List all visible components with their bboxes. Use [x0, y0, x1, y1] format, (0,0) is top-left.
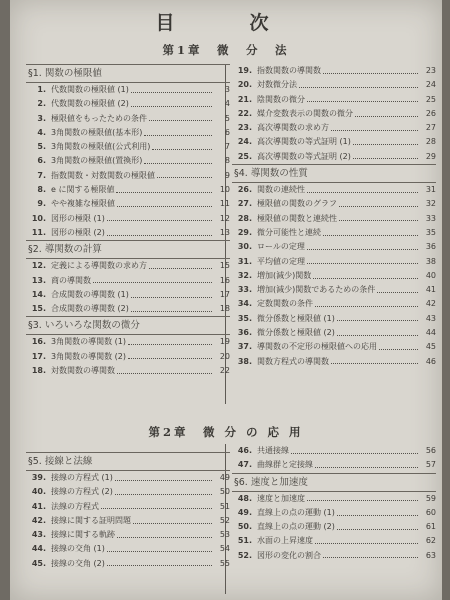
dot-leader	[144, 163, 212, 164]
dot-leader	[291, 453, 418, 454]
dot-leader	[107, 565, 212, 566]
entry-page-number: 60	[425, 507, 436, 517]
dot-leader	[131, 297, 212, 298]
entry-title: 対数微分法	[257, 80, 297, 90]
entry-page-number: 8	[224, 156, 230, 166]
entry-page-number: 49	[219, 473, 230, 482]
book-page	[10, 0, 442, 600]
entry-page-number: 12	[219, 213, 230, 223]
entry-number: 1.	[37, 85, 46, 94]
entry-title: 直線上の点の運動 (2)	[257, 522, 335, 532]
entry-number: 14.	[31, 289, 46, 299]
entry-page-number: 5	[224, 113, 230, 123]
toc-entry	[26, 259, 230, 273]
entry-number: 9.	[37, 199, 46, 209]
entry-number: 28.	[237, 213, 252, 223]
dot-leader	[133, 523, 212, 524]
entry-number: 37.	[237, 342, 252, 352]
toc-entry	[232, 64, 436, 78]
dot-leader	[116, 192, 212, 193]
entry-page-number: 56	[425, 446, 436, 455]
dot-leader	[353, 158, 418, 159]
toc-entry	[232, 226, 436, 240]
entry-title: 高次導関数の等式証明 (1)	[257, 137, 351, 147]
entry-page-number: 59	[425, 493, 436, 503]
entry-page-number: 32	[425, 199, 436, 209]
dot-leader	[128, 358, 212, 359]
dot-leader	[323, 73, 418, 74]
entry-page-number: 54	[219, 544, 230, 554]
entry-number: 31.	[237, 256, 252, 266]
entry-page-number: 3	[224, 85, 230, 94]
entry-page-number: 24	[425, 80, 436, 90]
dot-leader	[107, 235, 212, 236]
entry-title: 極限値の関数のグラフ	[257, 199, 337, 209]
chapter-1-heading: 第1章 微 分 法	[162, 43, 290, 57]
entry-title: 微分可能性と連続	[257, 227, 321, 237]
dot-leader	[115, 480, 212, 481]
toc-entry	[232, 520, 436, 534]
entry-page-number: 11	[219, 199, 230, 209]
dot-leader	[149, 120, 212, 121]
entry-title: 図形の極限 (2)	[51, 227, 105, 237]
dot-leader	[157, 177, 212, 178]
dot-leader	[315, 306, 418, 307]
entry-page-number: 33	[425, 213, 436, 223]
entry-title: 共通接線	[257, 446, 289, 455]
entry-number: 25.	[237, 151, 252, 161]
entry-title: 対数関数の導関数	[51, 366, 115, 376]
toc-entry	[232, 326, 436, 340]
toc-entry	[26, 183, 230, 197]
dot-leader	[331, 130, 418, 131]
entry-number: 15.	[31, 304, 46, 314]
entry-number: 12.	[31, 261, 46, 271]
dot-leader	[149, 268, 212, 269]
dot-leader	[115, 494, 212, 495]
entry-number: 43.	[31, 530, 46, 540]
entry-page-number: 17	[219, 289, 230, 299]
entry-title: 3角関数の極限値(公式利用)	[51, 142, 151, 152]
dot-leader	[117, 537, 212, 538]
dot-leader	[353, 144, 418, 145]
entry-page-number: 29	[425, 151, 436, 161]
entry-title: 3角関数の導関数 (2)	[51, 351, 126, 361]
entry-title: 接線の交角 (1)	[51, 544, 105, 554]
entry-page-number: 53	[219, 530, 230, 540]
dot-leader	[107, 551, 212, 552]
entry-page-number: 15	[219, 261, 230, 271]
dot-leader	[101, 508, 212, 509]
section-heading: §6. 速度と加速度	[232, 473, 436, 492]
entry-number: 42.	[31, 515, 46, 525]
entry-title: 代数関数の極限値 (2)	[51, 99, 129, 109]
section-heading: §5. 接線と法線	[26, 452, 230, 471]
entry-title: 合成関数の導関数 (2)	[51, 304, 129, 314]
entry-page-number: 7	[224, 142, 230, 152]
ch2-left-column	[26, 452, 230, 571]
entry-number: 52.	[237, 550, 252, 560]
entry-page-number: 57	[425, 460, 436, 470]
dot-leader	[379, 349, 418, 350]
dot-leader	[152, 149, 212, 150]
toc-entry	[26, 335, 230, 349]
entry-page-number: 9	[224, 170, 230, 180]
entry-page-number: 61	[425, 522, 436, 532]
dot-leader	[339, 220, 418, 221]
toc-entry	[26, 302, 230, 316]
toc-entry	[26, 83, 230, 97]
entry-page-number: 13	[219, 227, 230, 237]
toc-entry	[26, 112, 230, 126]
entry-title: 代数関数の極限値 (1)	[51, 85, 129, 94]
entry-number: 24.	[237, 137, 252, 147]
entry-title: 3角関数の導関数 (1)	[51, 337, 126, 347]
entry-title: 直線上の点の運動 (1)	[257, 507, 335, 517]
entry-number: 21.	[237, 94, 252, 104]
dot-leader	[339, 206, 418, 207]
toc-entry	[26, 126, 230, 140]
entry-number: 7.	[37, 170, 46, 180]
dot-leader	[337, 335, 418, 336]
entry-title: 商の導関数	[51, 275, 91, 285]
toc-entry	[232, 492, 436, 506]
entry-page-number: 44	[425, 328, 436, 338]
toc-entry	[26, 471, 230, 485]
toc-entry	[232, 197, 436, 211]
entry-title: 極限値の関数と連続性	[257, 213, 337, 223]
entry-title: 3角関数の極限値(置換形)	[51, 156, 143, 166]
entry-page-number: 16	[219, 275, 230, 285]
entry-page-number: 25	[425, 94, 436, 104]
chapter-2-heading: 第2章 微 分 の 応 用	[148, 425, 304, 439]
entry-page-number: 36	[425, 242, 436, 252]
entry-title: 曲線群と定接線	[257, 460, 313, 470]
entry-title: 導関数の不定形の極限値への応用	[257, 342, 377, 352]
toc-entry	[232, 121, 436, 135]
dot-leader	[144, 135, 212, 136]
toc-entry	[232, 506, 436, 520]
section-heading: §2. 導関数の計算	[26, 240, 230, 259]
entry-number: 23.	[237, 123, 252, 133]
entry-page-number: 6	[224, 127, 230, 137]
entry-number: 49.	[237, 507, 252, 517]
dot-leader	[107, 220, 212, 221]
entry-number: 35.	[237, 313, 252, 323]
dot-leader	[93, 282, 212, 283]
entry-title: 媒介変数表示の関数の微分	[257, 108, 353, 118]
entry-page-number: 50	[219, 487, 230, 497]
toc-entry	[26, 514, 230, 528]
entry-page-number: 46	[425, 356, 436, 366]
dot-leader	[299, 87, 418, 88]
entry-title: 合成関数の導関数 (1)	[51, 289, 129, 299]
dot-leader	[307, 101, 418, 102]
entry-page-number: 63	[425, 550, 436, 560]
entry-page-number: 27	[425, 123, 436, 133]
dot-leader	[131, 106, 212, 107]
entry-number: 11.	[31, 227, 46, 237]
toc-entry	[232, 458, 436, 472]
toc-entry	[26, 169, 230, 183]
entry-title: 図形の変化の割合	[257, 550, 321, 560]
entry-title: ロールの定理	[257, 242, 305, 252]
dot-leader	[307, 192, 418, 193]
dot-leader	[377, 292, 418, 293]
entry-number: 3.	[37, 113, 46, 123]
section-heading: §4. 導関数の性質	[232, 164, 436, 183]
entry-number: 33.	[237, 285, 252, 295]
dot-leader	[315, 543, 418, 544]
entry-page-number: 19	[219, 337, 230, 347]
entry-page-number: 41	[425, 285, 436, 295]
entry-title: 平均値の定理	[257, 256, 305, 266]
ch1-right-column	[232, 64, 436, 369]
entry-number: 5.	[37, 142, 46, 152]
entry-number: 48.	[237, 493, 252, 503]
toc-entry	[26, 350, 230, 364]
entry-page-number: 23	[425, 66, 436, 75]
toc-entry	[26, 154, 230, 168]
entry-number: 32.	[237, 270, 252, 280]
entry-page-number: 40	[425, 270, 436, 280]
entry-title: 増加(減少)関数であるための条件	[257, 285, 376, 295]
entry-number: 27.	[237, 199, 252, 209]
dot-leader	[128, 344, 212, 345]
entry-title: 接線の方程式 (2)	[51, 487, 113, 497]
entry-title: 定義による導関数の求め方	[51, 261, 147, 271]
entry-number: 22.	[237, 108, 252, 118]
toc-entry	[232, 240, 436, 254]
toc-entry	[26, 274, 230, 288]
entry-number: 51.	[237, 536, 252, 546]
section-heading: §1. 関数の極限値	[26, 64, 230, 83]
entry-number: 19.	[237, 66, 252, 75]
entry-number: 20.	[237, 80, 252, 90]
entry-title: 定数関数の条件	[257, 299, 313, 309]
entry-number: 13.	[31, 275, 46, 285]
toc-entry	[232, 312, 436, 326]
toc-entry	[232, 150, 436, 164]
toc-entry	[232, 283, 436, 297]
entry-page-number: 22	[219, 366, 230, 376]
entry-title: やや複雑な極限値	[51, 199, 115, 209]
entry-page-number: 55	[219, 558, 230, 568]
toc-entry	[26, 557, 230, 571]
entry-title: 微分係数と極限値 (1)	[257, 313, 335, 323]
entry-title: 陰関数の微分	[257, 94, 305, 104]
entry-title: 指数関数の導関数	[257, 66, 321, 75]
entry-number: 40.	[31, 487, 46, 497]
entry-title: 接線の方程式 (1)	[51, 473, 113, 482]
dot-leader	[355, 116, 418, 117]
toc-entry	[232, 107, 436, 121]
entry-number: 4.	[37, 127, 46, 137]
toc-entry	[232, 93, 436, 107]
toc-entry	[26, 197, 230, 211]
entry-page-number: 20	[219, 351, 230, 361]
toc-entry	[232, 183, 436, 197]
entry-page-number: 52	[219, 515, 230, 525]
entry-title: 速度と加速度	[257, 493, 305, 503]
toc-entry	[26, 212, 230, 226]
dot-leader	[313, 278, 418, 279]
toc-entry	[232, 135, 436, 149]
entry-page-number: 31	[425, 185, 436, 195]
dot-leader	[117, 206, 212, 207]
toc-entry	[26, 542, 230, 556]
entry-number: 39.	[31, 473, 46, 482]
toc-entry	[26, 528, 230, 542]
dot-leader	[307, 249, 418, 250]
dot-leader	[117, 373, 212, 374]
toc-entry	[26, 140, 230, 154]
dot-leader	[331, 363, 418, 364]
entry-title: 接線に関する証明問題	[51, 515, 131, 525]
toc-entry	[26, 97, 230, 111]
entry-number: 30.	[237, 242, 252, 252]
entry-title: 3角関数の極限値(基本形)	[51, 127, 143, 137]
entry-title: 指数関数・対数関数の極限値	[51, 170, 155, 180]
toc-entry	[232, 78, 436, 92]
section-heading: §3. いろいろな関数の微分	[26, 316, 230, 335]
toc-entry	[232, 340, 436, 354]
dot-leader	[323, 235, 418, 236]
entry-title: 接線に関する軌跡	[51, 530, 115, 540]
dot-leader	[131, 311, 212, 312]
entry-title: e に関する極限値	[51, 185, 115, 195]
entry-title: 高次導関数の求め方	[257, 123, 329, 133]
entry-page-number: 43	[425, 313, 436, 323]
entry-number: 17.	[31, 351, 46, 361]
toc-entry	[26, 500, 230, 514]
entry-number: 2.	[37, 99, 46, 109]
entry-title: 極限値をもったための条件	[51, 113, 147, 123]
entry-number: 8.	[37, 185, 46, 195]
entry-title: 微分係数と極限値 (2)	[257, 328, 335, 338]
toc-entry	[232, 534, 436, 548]
entry-number: 41.	[31, 501, 46, 511]
ch1-left-column	[26, 64, 230, 378]
entry-number: 18.	[31, 366, 46, 376]
entry-number: 29.	[237, 227, 252, 237]
entry-number: 6.	[37, 156, 46, 166]
dot-leader	[307, 263, 418, 264]
entry-number: 38.	[237, 356, 252, 366]
entry-page-number: 26	[425, 108, 436, 118]
entry-title: 関数方程式の導関数	[257, 356, 329, 366]
dot-leader	[337, 529, 418, 530]
page-title: 目 次	[155, 12, 297, 34]
entry-number: 16.	[31, 337, 46, 347]
entry-number: 10.	[31, 213, 46, 223]
entry-page-number: 35	[425, 227, 436, 237]
entry-number: 47.	[237, 460, 252, 470]
entry-page-number: 4	[224, 99, 230, 109]
ch2-right-column	[232, 444, 436, 563]
entry-page-number: 28	[425, 137, 436, 147]
entry-number: 26.	[237, 185, 252, 195]
dot-leader	[337, 320, 418, 321]
entry-page-number: 10	[219, 185, 230, 195]
dot-leader	[131, 92, 212, 93]
entry-title: 接線の交角 (2)	[51, 558, 105, 568]
toc-entry	[26, 364, 230, 378]
toc-entry	[26, 485, 230, 499]
entry-page-number: 38	[425, 256, 436, 266]
toc-entry	[232, 297, 436, 311]
toc-entry	[232, 549, 436, 563]
toc-entry	[232, 444, 436, 458]
toc-entry	[232, 355, 436, 369]
entry-number: 46.	[237, 446, 252, 455]
entry-title: 法線の方程式	[51, 501, 99, 511]
dot-leader	[307, 500, 418, 501]
entry-number: 45.	[31, 558, 46, 568]
entry-title: 高次導関数の等式証明 (2)	[257, 151, 351, 161]
entry-title: 水面の上昇速度	[257, 536, 313, 546]
toc-entry	[26, 288, 230, 302]
dot-leader	[315, 467, 418, 468]
toc-entry	[26, 226, 230, 240]
toc-entry	[232, 269, 436, 283]
entry-page-number: 18	[219, 304, 230, 314]
entry-number: 44.	[31, 544, 46, 554]
entry-number: 50.	[237, 522, 252, 532]
entry-title: 関数の連続性	[257, 185, 305, 195]
entry-number: 36.	[237, 328, 252, 338]
entry-page-number: 51	[219, 501, 230, 511]
entry-page-number: 45	[425, 342, 436, 352]
dot-leader	[323, 557, 418, 558]
entry-title: 図形の極限 (1)	[51, 213, 105, 223]
entry-page-number: 42	[425, 299, 436, 309]
toc-entry	[232, 255, 436, 269]
dot-leader	[337, 515, 418, 516]
entry-page-number: 62	[425, 536, 436, 546]
entry-title: 増加(減少)関数	[257, 270, 312, 280]
toc-entry	[232, 212, 436, 226]
entry-number: 34.	[237, 299, 252, 309]
